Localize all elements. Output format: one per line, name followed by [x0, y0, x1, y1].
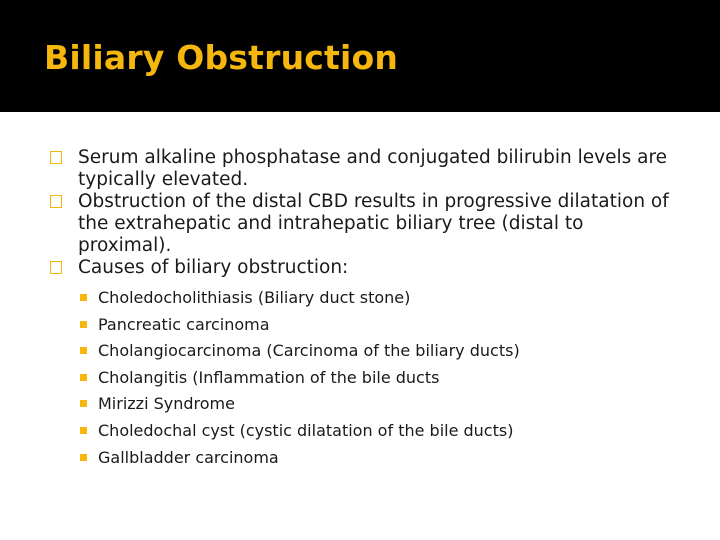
square-bullet-icon [80, 321, 87, 328]
cause-text: Cholangitis (Inflammation of the bile ducts [98, 367, 440, 387]
square-bullet-icon [80, 454, 87, 461]
cause-text: Choledochal cyst (cystic dilatation of the bile ducts) [98, 420, 514, 440]
bullet-text: Obstruction of the distal CBD results in progressive dilatation of the extrahepatic and intrahepatic biliary tree (distal to proximal). [78, 191, 669, 256]
bullet-text: Serum alkaline phosphatase and conjugated bilirubin levels are typically elevated. [78, 147, 668, 190]
cause-text: Cholangiocarcinoma (Carcinoma of the biliary ducts) [98, 341, 520, 361]
title-bar [0, 0, 720, 112]
cause-text: Gallbladder carcinoma [98, 447, 279, 467]
bullet-item [50, 147, 675, 191]
square-bullet-icon [80, 347, 87, 354]
square-bullet-icon [80, 400, 87, 407]
slide-title: Biliary Obstruction [44, 38, 399, 77]
bullet-item [50, 191, 675, 257]
bullet-item [50, 257, 675, 279]
cause-item [50, 312, 675, 339]
square-bullet-icon [80, 294, 87, 301]
box-bullet-icon [50, 195, 62, 208]
cause-item [50, 445, 675, 472]
cause-item [50, 391, 675, 418]
cause-text: Mirizzi Syndrome [98, 394, 235, 414]
cause-item [50, 285, 675, 312]
box-bullet-icon [50, 151, 62, 164]
causes-list [50, 285, 675, 471]
slide-content [50, 147, 675, 471]
box-bullet-icon [50, 261, 62, 274]
cause-text: Pancreatic carcinoma [98, 314, 270, 334]
cause-text: Choledocholithiasis (Biliary duct stone) [98, 288, 411, 307]
square-bullet-icon [80, 374, 87, 381]
bullet-text: Causes of biliary obstruction: [78, 257, 349, 278]
cause-item [50, 365, 675, 392]
cause-item [50, 418, 675, 445]
square-bullet-icon [80, 427, 87, 434]
cause-item [50, 338, 675, 365]
